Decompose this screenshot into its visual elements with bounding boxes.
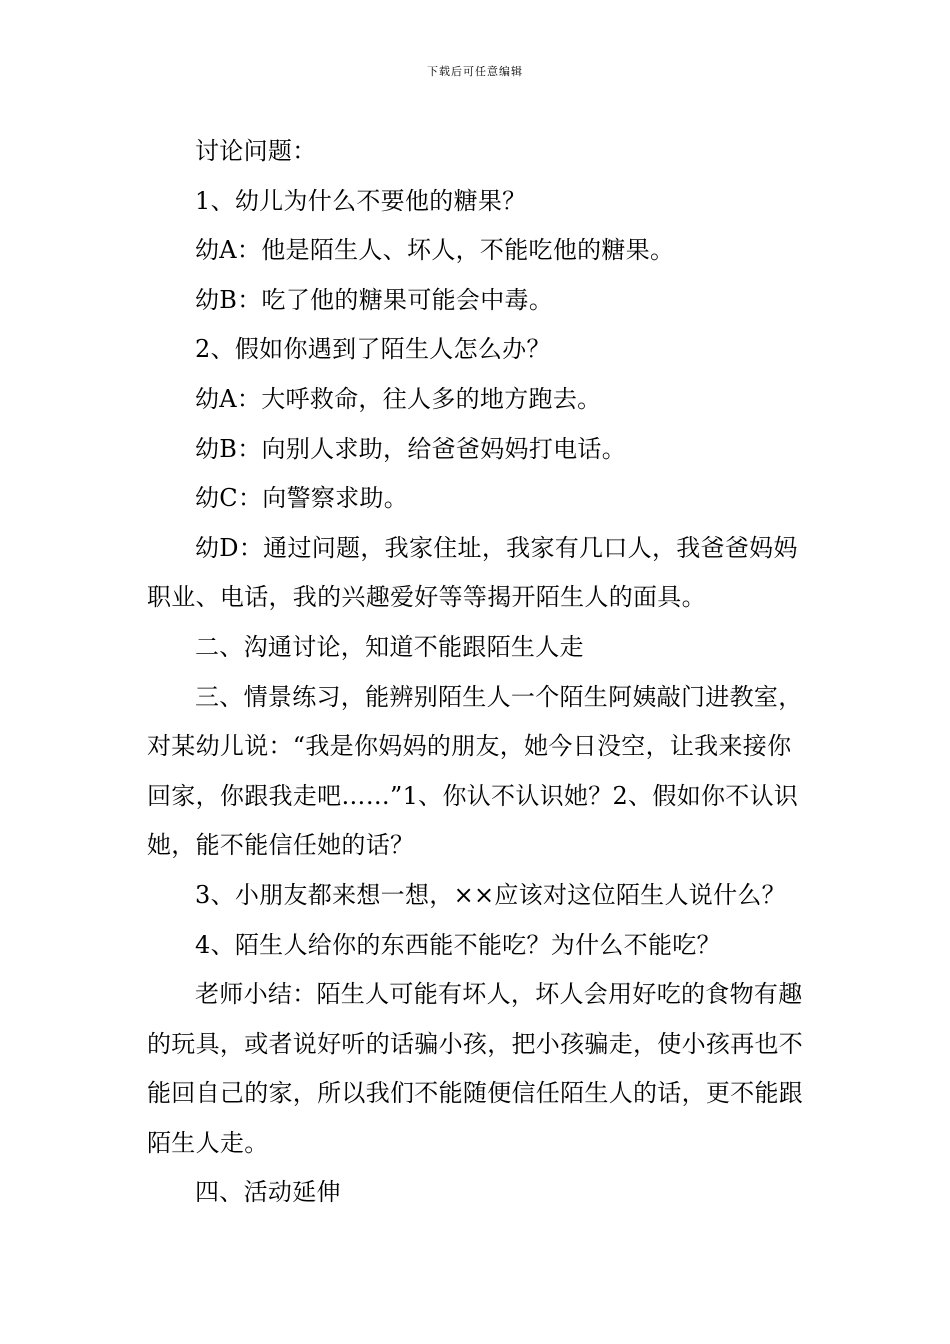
paragraph-answer-1b: 幼B：吃了他的糖果可能会中毒。	[195, 285, 554, 314]
section-heading-4: 四、活动延伸	[195, 1178, 341, 1207]
paragraph-answer-2c: 幼C：向警察求助。	[195, 484, 409, 513]
paragraph-answer-2d: 幼D：通过问题，我家住址，我家有几口人，我爸爸妈妈职业、电话，我的兴趣爱好等等揭开陌生人的面具。	[147, 533, 798, 612]
paragraph-question-1: 1、幼儿为什么不要他的糖果？	[195, 186, 527, 215]
paragraph-question-4: 4、陌生人给你的东西能不能吃？为什么不能吃？	[195, 930, 721, 959]
paragraph-question-3: 3、小朋友都来想一想，××应该对这位陌生人说什么？	[195, 880, 786, 909]
document-body	[147, 127, 810, 1218]
page-header: 下载后可任意编辑	[427, 65, 523, 78]
paragraph-question-2: 2、假如你遇到了陌生人怎么办？	[195, 335, 551, 364]
paragraph-discussion-heading: 讨论问题：	[195, 137, 317, 165]
section-heading-2: 二、沟通讨论，知道不能跟陌生人走	[195, 632, 584, 661]
paragraph-teacher-summary: 老师小结：陌生人可能有坏人，坏人会用好吃的食物有趣的玩具，或者说好听的话骗小孩，把小孩骗走，使小孩再也不能回自己的家，所以我们不能随便信任陌生人的话，更不能跟陌生人走。	[147, 980, 804, 1157]
paragraph-answer-1a: 幼A：他是陌生人、坏人，不能吃他的糖果。	[195, 236, 675, 265]
paragraph-answer-2b: 幼B：向别人求助，给爸爸妈妈打电话。	[195, 434, 627, 463]
paragraph-answer-2a: 幼A：大呼救命，往人多的地方跑去。	[195, 384, 602, 413]
section-heading-3-scenario: 三、情景练习，能辨别陌生人一个陌生阿姨敲门进教室，对某幼儿说：“我是你妈妈的朋友，她今日没空，让我来接你回家，你跟我走吧……”1、你认不认识她？2、假如你不认识她，能不能信任她的话？	[147, 682, 803, 860]
